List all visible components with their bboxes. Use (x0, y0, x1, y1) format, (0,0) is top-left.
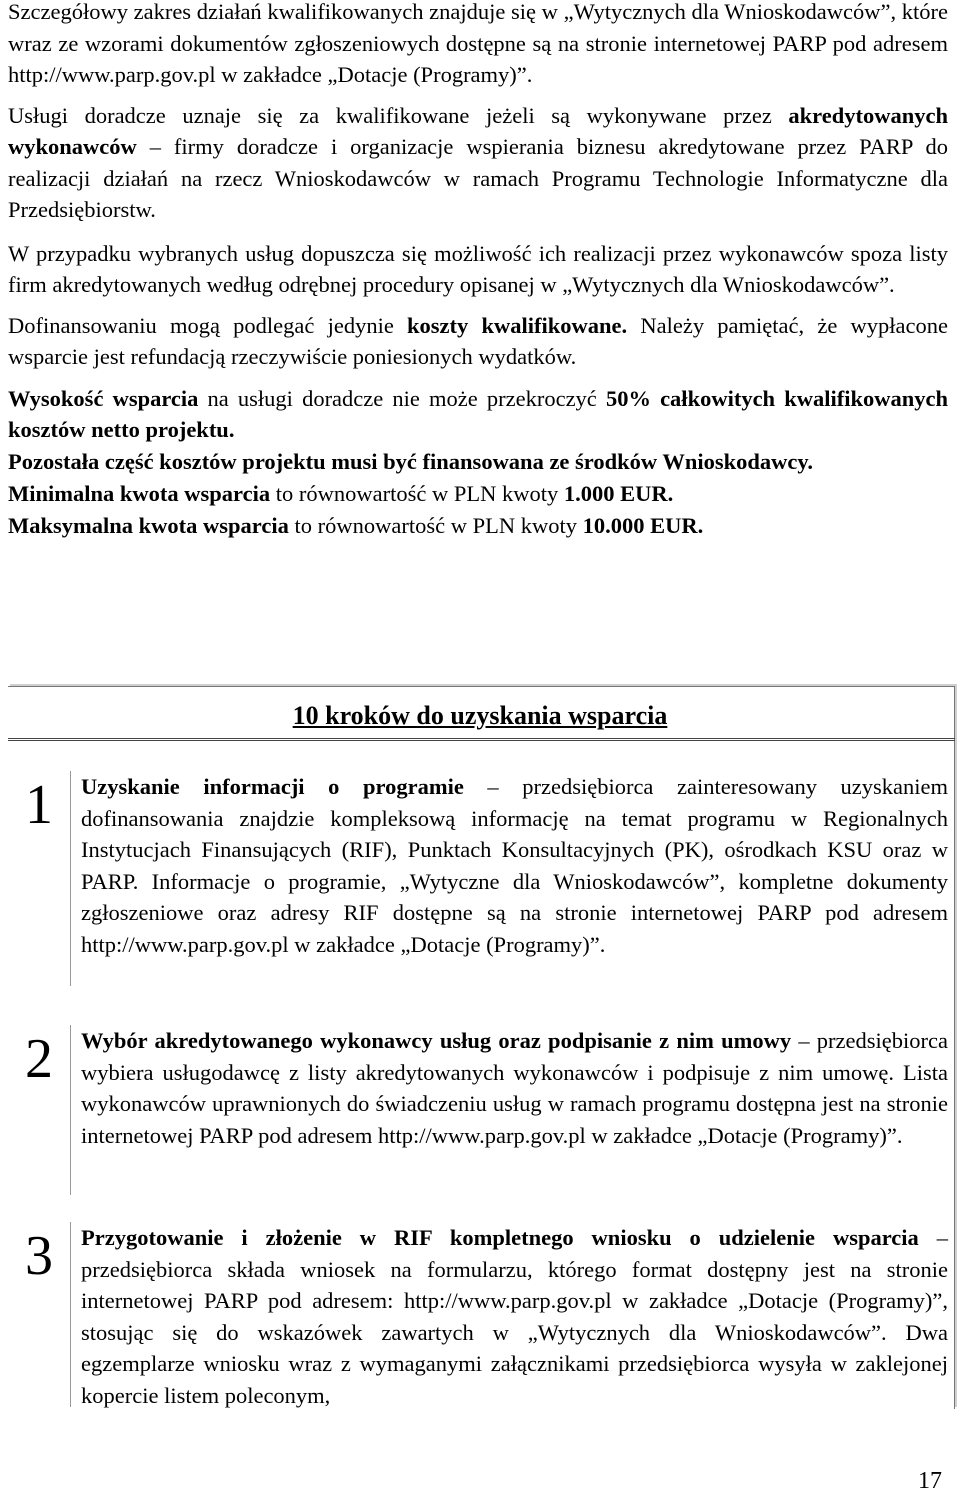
step-number: 1 (8, 771, 71, 986)
bold-support-amount: Wysokość wsparcia (8, 385, 199, 411)
text-fragment: Dofinansowaniu mogą podlegać jedynie (8, 312, 408, 338)
step-body (81, 1222, 948, 1411)
text-fragment: Należy pamiętać, że wypłacone wsparcie jest refundacją rzeczywiście poniesionych wydatków. (8, 312, 948, 369)
intro-line-remaining-costs (8, 446, 948, 478)
step-body (81, 1025, 948, 1151)
step-heading: Przygotowanie i złożenie w RIF kompletnego wniosku o udzielenie wsparcia (81, 1225, 919, 1250)
page-number: 17 (918, 1468, 942, 1494)
step-number: 3 (8, 1222, 71, 1407)
bold-maximum-value: 10.000 EUR. (582, 512, 704, 538)
intro-paragraph-exceptions: W przypadku wybranych usług dopuszcza się możliwość ich realizacji przez wykonawców spoza listy firm akredytowanych według odrębnej procedury opisanej w „Wytycznych dla Wnioskodawców”. (8, 240, 948, 297)
intro-paragraph-qualified-services (8, 100, 948, 226)
bold-remaining-costs: Pozostała część kosztów projektu musi być finansowana ze środków Wnioskodawcy. (8, 448, 814, 474)
bold-minimum-value: 1.000 EUR. (563, 480, 674, 506)
bold-percentage: 50% całkowitych kwalifikowanych kosztów netto projektu. (8, 385, 948, 442)
intro-paragraph-eligible-costs (8, 310, 948, 373)
title-divider (8, 738, 955, 741)
bold-minimum-label: Minimalna kwota wsparcia (8, 480, 271, 506)
text-fragment: Usługi doradcze uznaje się za kwalifikowane jeżeli są wykonywane przez (8, 102, 789, 128)
step-heading: Uzyskanie informacji o programie (81, 774, 464, 799)
step-text: – przedsiębiorca zainteresowany uzyskaniem dofinansowania znajdzie kompleksową informację na temat programu w Regionalnych Instytucjach Finansujących (RIF), Punktach Konsultacyjnych (PK), ośrodkach KSU oraz w PARP. Informacje o programie, „Wytyczne dla Wnioskodawców”, kompletne dokumenty zgłoszeniowe oraz adresy RIF dostępne są na stronie internetowej PARP pod adresem http://www.parp.gov.pl w zakładce „Dotacje (Programy)”. (81, 774, 948, 957)
bold-maximum-label: Maksymalna kwota wsparcia (8, 512, 289, 538)
text-fragment: na usługi doradcze nie może przekroczyć (198, 385, 606, 411)
step-body (81, 771, 948, 960)
step-number: 2 (8, 1025, 71, 1195)
step-text: – przedsiębiorca wybiera usługodawcę z listy akredytowanych wykonawców i podpisuje z nim umowę. Lista wykonawców uprawnionych do świadczeniu usług w ramach programu dostępna jest na stronie internetowej PARP pod adresem http://www.parp.gov.pl w zakładce „Dotacje (Programy)”. (81, 1028, 948, 1148)
intro-section (8, 0, 948, 542)
bold-accredited-contractors: akredytowanych wykonawców (8, 102, 948, 159)
intro-paragraph-support-amount (8, 383, 948, 446)
steps-title: 10 kroków do uzyskania wsparcia (292, 701, 668, 730)
step-heading: Wybór akredytowanego wykonawcy usług oraz podpisanie z nim umowy (81, 1028, 792, 1053)
text-fragment: to równowartość w PLN kwoty (288, 512, 583, 538)
bold-eligible-costs: koszty kwalifikowane. (407, 312, 628, 338)
intro-line-minimum-amount (8, 478, 948, 510)
intro-paragraph-guidelines: Szczegółowy zakres działań kwalifikowanych znajduje się w „Wytycznych dla Wnioskodawców”, które wraz ze wzorami dokumentów zgłoszeniowych dostępne są na stronie internetowej PARP pod adresem http://www.parp.gov.pl w zakładce „Dotacje (Programy)”. (8, 0, 948, 87)
text-fragment: to równowartość w PLN kwoty (270, 480, 564, 506)
text-fragment: – firmy doradcze i organizacje wspierania biznesu akredytowane przez PARP do realizacji działań na rzecz Wnioskodawców w ramach Programu Technologie Informatyczne dla Przedsiębiorstw. (8, 134, 948, 222)
step-text: – przedsiębiorca składa wniosek na formularzu, którego format dostępny jest na stronie internetowej PARP pod adresem: http://www.parp.gov.pl w zakładce „Dotacje (Programy)”, stosując się do wskazówek zawartych w „Wytycznych dla Wnioskodawców”. Dwa egzemplarze wniosku wraz z wymaganymi załącznikami przedsiębiorca wysyła w zaklejonej kopercie listem poleconym, (81, 1225, 948, 1408)
intro-line-maximum-amount (8, 510, 948, 542)
